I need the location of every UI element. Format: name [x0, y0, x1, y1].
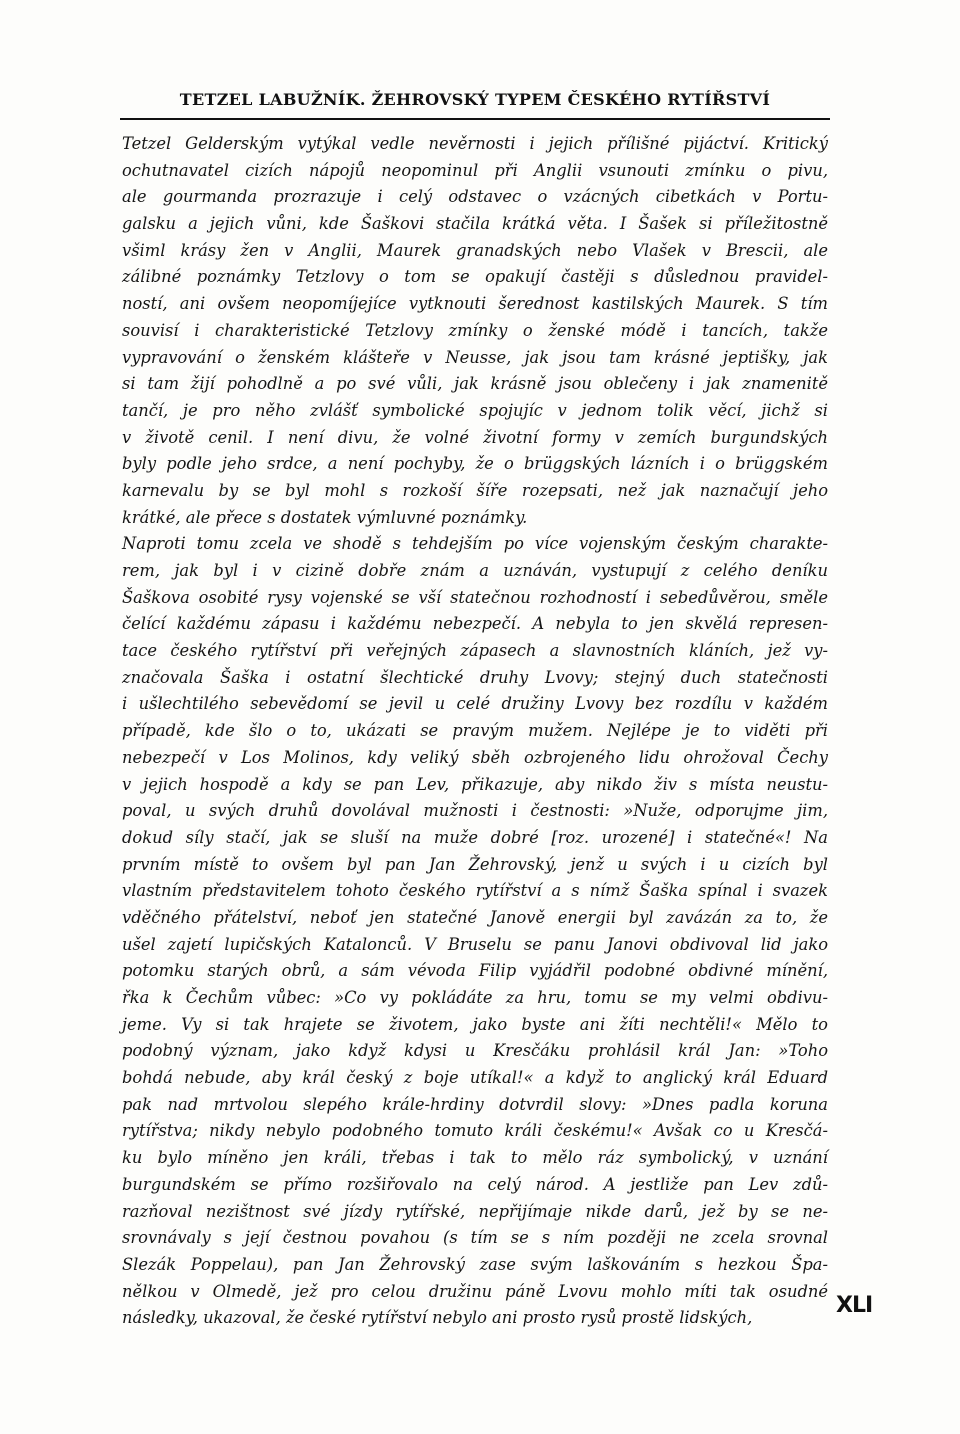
text-line: vděčného přátelství, neboť jen statečné Janově energii byl zavázán za to, že — [122, 907, 828, 927]
running-header: TETZEL LABUŽNÍK. ŽEHROVSKÝ TYPEM ČESKÉHO RYTÍŘSTVÍ — [179, 90, 771, 109]
text-line: v životě cenil. I není divu, že volné životní formy v zemích burgundských — [122, 427, 828, 447]
body-text — [122, 131, 828, 1332]
page-number: XLI — [836, 1293, 873, 1318]
text-line: pak nad mrtvolou slepého krále-hrdiny dotvrdil slovy: »Dnes padla koruna — [122, 1094, 828, 1114]
text-line: prvním místě to ovšem byl pan Jan Žehrovský, jenž u svých i u cizích byl — [122, 854, 828, 874]
text-line: nělkou v Olmedě, jež pro celou družinu páně Lvovu mohlo míti tak osudné — [122, 1281, 828, 1301]
header-rule — [120, 118, 830, 120]
text-line: řka k Čechům vůbec: »Co vy pokládáte za hru, tomu se my velmi obdivu- — [122, 988, 828, 1007]
text-line: zálibné poznámky Tetzlovy o tom se opakují častěji s důslednou pravidel- — [122, 267, 828, 287]
text-line: v jejich hospodě a kdy se pan Lev, přikazuje, aby nikdo živ s místa neustu- — [122, 774, 828, 794]
text-line: Tetzel Gelderským vytýkal vedle nevěrnosti i jejich přílišné pijáctví. Kritický — [122, 134, 828, 153]
text-line: značovala Šaška i ostatní šlechtické druhy Lvovy; stejný duch statečnosti — [122, 667, 828, 687]
text-line: poval, u svých druhů dovolával mužnosti i čestnosti: »Nuže, odporujme jim, — [122, 801, 828, 821]
text-line: potomku starých obrů, a sám vévoda Filip vyjádřil podobné obdivné mínění, — [122, 961, 828, 981]
text-line: ale gourmanda prozrazuje i celý odstavec o vzácných cibetkách v Portu- — [122, 187, 828, 207]
text-line: Naproti tomu zcela ve shodě s tehdejším po více vojenským českým charakte- — [122, 534, 828, 554]
text-line: jeme. Vy si tak hrajete se životem, jako byste ani žíti nechtěli!« Mělo to — [122, 1014, 828, 1034]
text-line: souvisí i charakteristické Tetzlovy zmínky o ženské módě i tancích, takže — [122, 320, 828, 340]
text-line: vypravování o ženském klášteře v Neusse, jak jsou tam krásné jeptišky, jak — [122, 347, 828, 367]
text-line: bohdá nebude, aby král český z boje utíkal!« a když to anglický král Eduard — [122, 1068, 828, 1088]
text-line: dokud síly stačí, jak se sluší na muže dobré [roz. urozené] i statečné«! Na — [122, 827, 828, 847]
text-line: tančí, je pro něho zvlášť symbolické spojujíc v jednom tolik věcí, jichž si — [122, 400, 828, 420]
text-line: karnevalu by se byl mohl s rozkoší šíře rozepsati, než jak naznačují jeho — [122, 480, 828, 500]
text-line: ku bylo míněno jen králi, třebas i tak to mělo ráz symbolický, v uznání — [122, 1148, 828, 1168]
text-line: si tam žijí pohodlně a po své vůli, jak krásně jsou oblečeny i jak znamenitě — [122, 374, 828, 394]
text-line: srovnávaly s její čestnou povahou (s tím se s ním později ne zcela srovnal — [122, 1228, 828, 1248]
text-line: čelící každému zápasu i každému nebezpečí. A nebyla to jen skvělá represen- — [122, 614, 828, 634]
text-line: vlastním představitelem tohoto českého rytířství a s nímž Šaška spínal i svazek — [122, 881, 828, 901]
text-line: následky, ukazoval, že české rytířství nebylo ani prosto rysů prostě lidských, — [122, 1308, 753, 1328]
text-line: ochutnavatel cizích nápojů neopominul při Anglii vsunouti zmínku o pivu, — [122, 160, 828, 180]
text-line: případě, kde šlo o to, ukázati se pravým mužem. Nejlépe je to viděti při — [122, 721, 828, 741]
text-line: i ušlechtilého sebevědomí se jevil u celé družiny Lvovy bez rozdílu v každém — [122, 694, 828, 714]
text-line: nebezpečí v Los Molinos, kdy veliký sběh ozbrojeného lidu ohrožoval Čechy — [122, 747, 828, 767]
text-line: ností, ani ovšem neopomíjejíce vytknouti šerednost kastilských Maurek. S tím — [122, 294, 828, 314]
text-line: tace českého rytířství při veřejných zápasech a slavnostních kláních, jež vy- — [122, 641, 828, 661]
text-line: rem, jak byl i v cizině dobře znám a uznáván, vystupují z celého deníku — [122, 561, 828, 580]
text-line: krátké, ale přece s dostatek výmluvné poznámky. — [122, 507, 528, 527]
text-line: podobný význam, jako když kdysi u Kresčáku prohlásil král Jan: »Toho — [122, 1041, 828, 1061]
text-line: razňoval nezištnost své jízdy rytířské, nepřijímaje nikde darů, jež by se ne- — [122, 1201, 828, 1221]
text-line: ušel zajetí lupičských Katalonců. V Bruselu se panu Janovi obdivoval lid jako — [122, 934, 828, 954]
text-line: Šaškova osobité rysy vojenské se vší statečnou rozhodností i sebedůvěrou, směle — [122, 587, 828, 607]
text-line: všiml krásy žen v Anglii, Maurek granadských nebo Vlašek v Brescii, ale — [122, 240, 828, 260]
text-line: galsku a jejich vůni, kde Šaškovi stačila krátká věta. I Šašek si příležitostně — [122, 214, 828, 234]
text-line: rytířstva; nikdy nebylo podobného tomuto králi českému!« Avšak co u Kresčá- — [122, 1121, 828, 1141]
text-line: burgundském se přímo rozšiřovalo na celý národ. A jestliže pan Lev zdů- — [122, 1174, 828, 1194]
text-line: byly podle jeho srdce, a není pochyby, že o brüggských lázních i o brüggském — [122, 454, 828, 474]
text-line: Slezák Poppelau), pan Jan Žehrovský zase svým laškováním s hezkou Špa- — [122, 1254, 828, 1274]
